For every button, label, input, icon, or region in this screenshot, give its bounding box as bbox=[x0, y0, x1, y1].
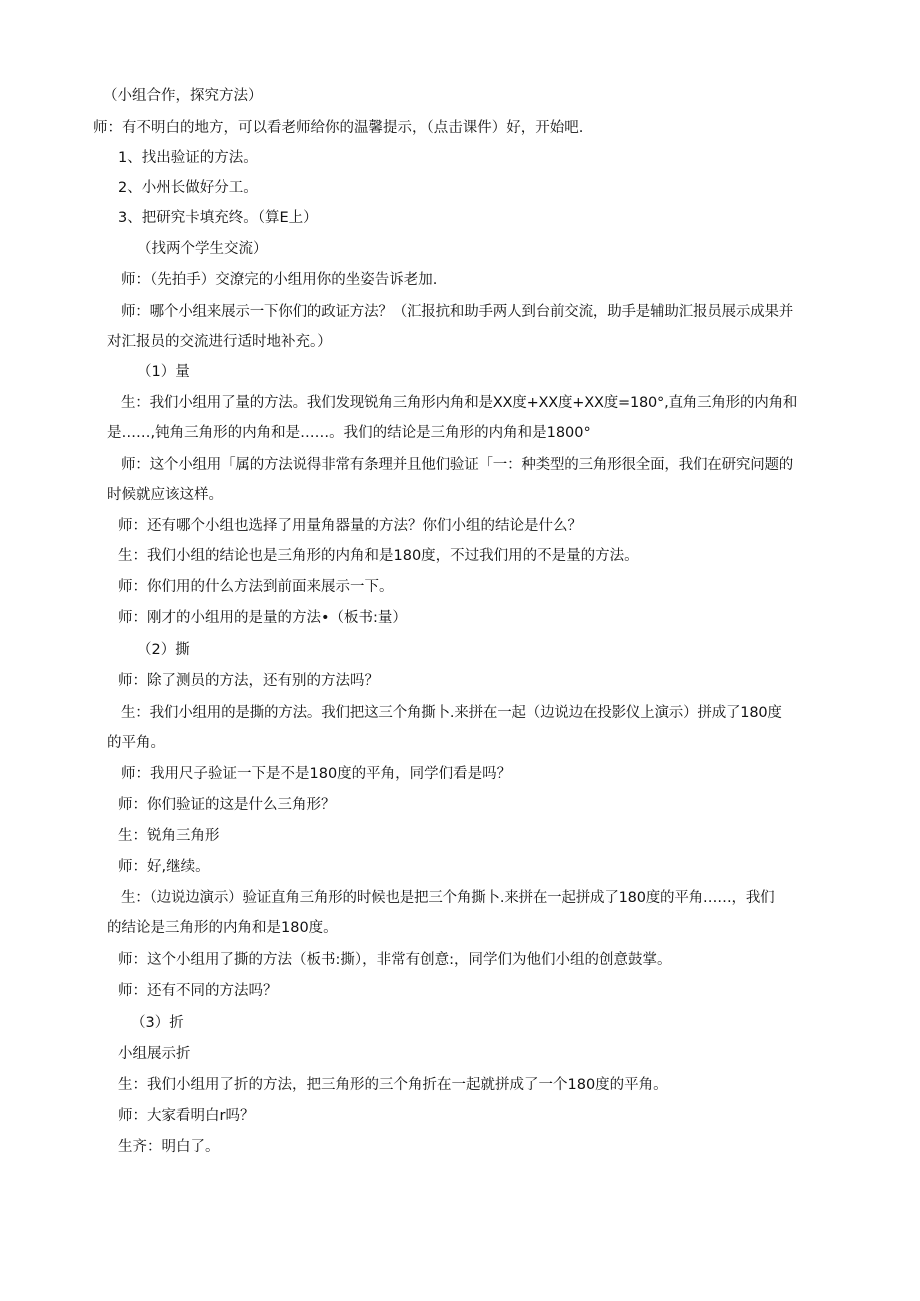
text-line: 生：（边说边演示）验证直角三角形的时候也是把三个角撕卜.来拼在一起拼成了180度的平角……，我们 bbox=[121, 890, 775, 906]
text-line: 师：（先拍手）交潦完的小组用你的坐姿告诉老加. bbox=[121, 272, 438, 288]
text-line: 的结论是三角形的内角和是180度。 bbox=[107, 920, 338, 936]
text-line: 师：哪个小组来展示一下你们的政证方法？（汇报抗和助手两人到台前交流，助手是辅助汇报员展示成果并 bbox=[121, 304, 794, 320]
section-heading: （3）折 bbox=[131, 1015, 184, 1031]
text-line: （找两个学生交流） bbox=[137, 241, 268, 257]
text-line: 生：我们小组用了量的方法。我们发现锐角三角形内角和是XX度+XX度+XX度=180°,直角三角形的内角和 bbox=[121, 395, 798, 411]
text-line: 1、找出验证的方法。 bbox=[118, 150, 258, 166]
text-line: 小组展示折 bbox=[118, 1046, 191, 1062]
text-line: 时候就应该这样。 bbox=[107, 487, 223, 503]
text-line: 生齐：明白了。 bbox=[118, 1139, 220, 1155]
text-line: 师：有不明白的地方，可以看老师给你的温馨提示，（点击课件）好，开始吧. bbox=[93, 120, 584, 136]
text-line: 师：大家看明白r吗？ bbox=[118, 1108, 255, 1124]
text-line: 生：我们小组用的是撕的方法。我们把这三个角撕卜.来拼在一起（边说边在投影仪上演示）拼成了180度 bbox=[121, 705, 782, 721]
text-line: 对汇报员的交流进行适时地补充。） bbox=[107, 334, 332, 350]
text-line: 3、把研究卡填充终。（算E上） bbox=[118, 210, 318, 226]
text-line: 师：还有不同的方法吗？ bbox=[118, 983, 278, 999]
text-line: 师：除了测员的方法，还有别的方法吗？ bbox=[118, 673, 379, 689]
text-line: 师：好,继续。 bbox=[118, 859, 210, 875]
text-line: 生：锐角三角形 bbox=[118, 828, 220, 844]
text-line: 师：我用尺子验证一下是不是180度的平角，同学们看是吗？ bbox=[121, 766, 512, 782]
section-heading: （2）撕 bbox=[137, 642, 190, 658]
text-line: 师：你们验证的这是什么三角形？ bbox=[118, 797, 336, 813]
text-line: 的平角。 bbox=[107, 735, 165, 751]
text-line: 师：刚才的小组用的是量的方法•（板书:量） bbox=[118, 610, 407, 626]
text-line: 师：你们用的什么方法到前面来展示一下。 bbox=[118, 579, 394, 595]
text-line: 师：这个小组用了撕的方法（板书:撕），非常有创意:，同学们为他们小组的创意鼓掌。 bbox=[118, 952, 672, 968]
text-line: 师：还有哪个小组也选择了用量角器量的方法？你们小组的结论是什么？ bbox=[118, 518, 582, 534]
section-heading: （1）量 bbox=[137, 364, 190, 380]
text-line: （小组合作，探究方法） bbox=[103, 88, 263, 104]
text-line: 生：我们小组用了折的方法，把三角形的三个角折在一起就拼成了一个180度的平角。 bbox=[118, 1077, 668, 1093]
text-line: 师：这个小组用「属的方法说得非常有条理并且他们验证「一：种类型的三角形很全面，我们在研究问题的 bbox=[121, 457, 794, 473]
text-line: 是……,钝角三角形的内角和是……。我们的结论是三角形的内角和是1800° bbox=[107, 425, 591, 441]
text-line: 2、小州长做好分工。 bbox=[118, 180, 258, 196]
text-line: 生：我们小组的结论也是三角形的内角和是180度，不过我们用的不是量的方法。 bbox=[118, 548, 639, 564]
